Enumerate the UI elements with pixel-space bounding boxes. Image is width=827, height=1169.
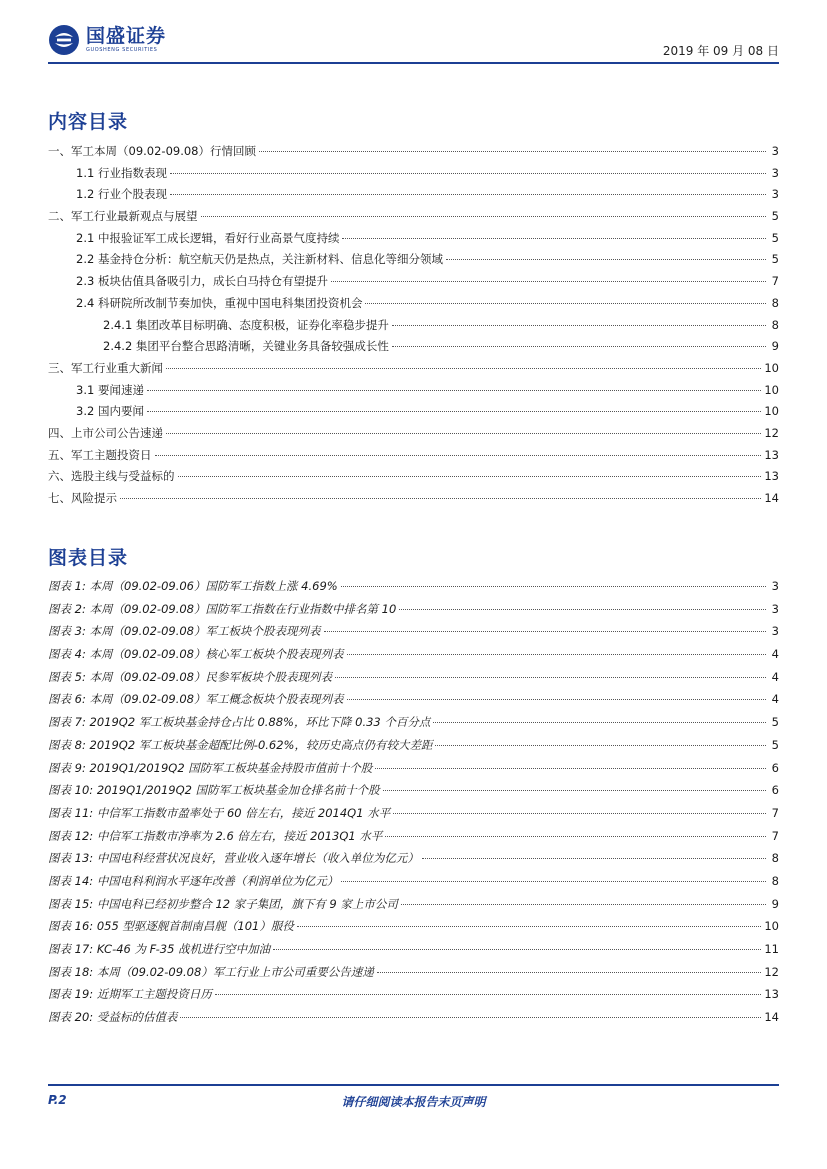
- toc-entry[interactable]: [48, 186, 779, 208]
- toc-entry-text: 2.1 中报验证军工成长逻辑，看好行业高景气度持续: [76, 230, 340, 245]
- figure-entry-page: 7: [771, 805, 779, 820]
- dot-leader: [331, 281, 766, 282]
- figure-entry-page: 4: [771, 692, 779, 707]
- figure-entry-page: 7: [771, 828, 779, 843]
- figure-entry-page: 14: [764, 1010, 779, 1025]
- toc-entry[interactable]: [48, 273, 779, 295]
- dot-leader: [399, 609, 766, 610]
- dot-leader: [170, 194, 766, 195]
- figure-entry-page: 4: [771, 647, 779, 662]
- figure-entry-page: 11: [764, 942, 779, 956]
- toc-entry-page: 14: [764, 491, 779, 505]
- figure-list: [48, 578, 779, 1032]
- figure-entry-page: 10: [764, 919, 779, 934]
- toc-entry-text: 3.2 国内要闻: [76, 404, 144, 419]
- dot-leader: [297, 926, 761, 927]
- figure-entry-text: 图表 4: 本周（09.02-09.08）核心军工板块个股表现列表: [48, 647, 344, 662]
- header-divider: [48, 62, 779, 64]
- toc-entry-text: 七、风险提示: [48, 491, 117, 505]
- figure-entry[interactable]: [48, 737, 779, 760]
- figure-entry-text: 图表 8: 2019Q2 军工板块基金超配比例-0.62%，较历史高点仍有较大差距: [48, 737, 433, 752]
- toc-entry-page: 13: [764, 447, 779, 462]
- dot-leader: [341, 881, 766, 882]
- toc-entry-text: 五、军工主题投资日: [48, 447, 152, 462]
- figure-entry[interactable]: [48, 941, 779, 964]
- dot-leader: [383, 790, 766, 791]
- toc-entry-page: 3: [771, 165, 779, 180]
- disclaimer-note: 请仔细阅读本报告末页声明: [341, 1095, 486, 1109]
- toc-entry-page: 5: [771, 230, 779, 245]
- dot-leader: [347, 654, 767, 655]
- page-number: P.2: [48, 1093, 67, 1107]
- figure-entry-page: 13: [764, 987, 779, 1002]
- figure-entry[interactable]: [48, 828, 779, 851]
- toc-entry-page: 13: [764, 469, 779, 484]
- dot-leader: [180, 1017, 761, 1018]
- figure-entry-text: 图表 19: 近期军工主题投资日历: [48, 987, 212, 1002]
- dot-leader: [446, 259, 766, 260]
- figure-entry[interactable]: [48, 601, 779, 624]
- toc-entry-page: 10: [764, 360, 779, 375]
- dot-leader: [347, 699, 767, 700]
- figure-entry-text: 图表 9: 2019Q1/2019Q2 国防军工板块基金持股市值前十个股: [48, 760, 373, 775]
- figure-entry-text: 图表 10: 2019Q1/2019Q2 国防军工板块基金加仓排名前十个股: [48, 783, 380, 798]
- toc-entry[interactable]: [48, 382, 779, 404]
- page-header: [48, 22, 779, 62]
- figure-entry-text: 图表 11: 中信军工指数市盈率处于 60 倍左右，接近 2014Q1 水平: [48, 805, 391, 820]
- figure-entry-text: 图表 12: 中信军工指数市净率为 2.6 倍左右，接近 2013Q1 水平: [48, 828, 383, 843]
- figure-entry[interactable]: [48, 986, 779, 1009]
- figure-entry[interactable]: [48, 805, 779, 828]
- figure-entry-text: 图表 16: 055 型驱逐舰首制南昌舰（101）服役: [48, 919, 294, 934]
- figure-entry[interactable]: [48, 918, 779, 941]
- toc-entry-text: 一、军工本周（09.02-09.08）行情回顾: [48, 144, 256, 158]
- dot-leader: [178, 476, 762, 477]
- figure-entry-text: 图表 17: KC-46 为 F-35 战机进行空中加油: [48, 942, 271, 956]
- figure-entry-page: 3: [771, 601, 779, 616]
- toc-entry[interactable]: [48, 403, 779, 425]
- toc-entry-page: 8: [771, 317, 779, 332]
- dot-leader: [392, 346, 766, 347]
- figure-entry-page: 8: [771, 873, 779, 888]
- dot-leader: [392, 325, 766, 326]
- figure-entry-page: 8: [771, 851, 779, 866]
- dot-leader: [201, 216, 767, 217]
- toc-entry[interactable]: [48, 208, 779, 230]
- figure-entry-text: 图表 3: 本周（09.02-09.08）军工板块个股表现列表: [48, 624, 321, 639]
- toc-entry[interactable]: [48, 230, 779, 252]
- figure-entry-page: 4: [771, 669, 779, 684]
- toc-entry-page: 12: [764, 425, 779, 440]
- toc-entry-text: 六、选股主线与受益标的: [48, 469, 175, 484]
- logo-mark-icon: [48, 24, 80, 56]
- dot-leader: [401, 904, 766, 905]
- figure-entry-text: 图表 6: 本周（09.02-09.08）军工概念板块个股表现列表: [48, 692, 344, 707]
- dot-leader: [120, 498, 761, 499]
- logo-name-en: GUOSHENG SECURITIES: [86, 47, 158, 53]
- toc-entry-page: 9: [771, 339, 779, 354]
- toc-entry-page: 5: [771, 252, 779, 267]
- figure-entry[interactable]: [48, 850, 779, 873]
- figure-entry-text: 图表 1: 本周（09.02-09.06）国防军工指数上涨 4.69%: [48, 579, 338, 593]
- figure-entry-page: 3: [771, 624, 779, 639]
- dot-leader: [435, 745, 766, 746]
- toc-entry-text: 2.2 基金持仓分析：航空航天仍是热点，关注新材料、信息化等细分领域: [76, 252, 443, 267]
- figure-entry[interactable]: [48, 646, 779, 669]
- figure-entry[interactable]: [48, 578, 779, 601]
- figure-entry[interactable]: [48, 714, 779, 737]
- dot-leader: [422, 858, 766, 859]
- toc-entry[interactable]: [48, 468, 779, 490]
- figure-list-title: 图表目录: [48, 547, 129, 569]
- toc-entry-page: 7: [771, 274, 779, 289]
- dot-leader: [335, 677, 766, 678]
- toc-title: 内容目录: [48, 111, 129, 133]
- toc-entry-text: 三、军工行业重大新闻: [48, 360, 163, 375]
- dot-leader: [377, 972, 762, 973]
- figure-entry[interactable]: [48, 760, 779, 783]
- toc-entry-page: 10: [764, 404, 779, 419]
- table-of-contents: [48, 143, 779, 512]
- toc-entry[interactable]: [48, 143, 779, 165]
- figure-entry-page: 6: [771, 783, 779, 798]
- figure-entry-text: 图表 20: 受益标的估值表: [48, 1010, 178, 1025]
- logo-name-cn: 国盛证券: [86, 25, 167, 47]
- figure-entry-text: 图表 7: 2019Q2 军工板块基金持仓占比 0.88%，环比下降 0.33 个百分点: [48, 715, 431, 730]
- toc-entry-text: 2.3 板块估值具备吸引力，成长白马持仓有望提升: [76, 274, 328, 289]
- figure-entry-text: 图表 5: 本周（09.02-09.08）民参军板块个股表现列表: [48, 669, 332, 684]
- dot-leader: [393, 813, 766, 814]
- toc-entry-page: 8: [771, 295, 779, 310]
- toc-entry-page: 3: [771, 144, 779, 158]
- toc-entry-text: 二、军工行业最新观点与展望: [48, 209, 198, 224]
- dot-leader: [155, 455, 762, 456]
- dot-leader: [324, 631, 767, 632]
- toc-entry[interactable]: [48, 490, 779, 512]
- toc-entry[interactable]: [48, 295, 779, 317]
- toc-entry[interactable]: [48, 360, 779, 382]
- figure-entry[interactable]: [48, 873, 779, 896]
- dot-leader: [259, 151, 766, 152]
- toc-entry[interactable]: [48, 338, 779, 360]
- toc-entry-text: 3.1 要闻速递: [76, 382, 144, 397]
- dot-leader: [170, 173, 766, 174]
- figure-entry-page: 6: [771, 760, 779, 775]
- toc-entry[interactable]: [48, 317, 779, 339]
- toc-entry-text: 2.4 科研院所改制节奏加快，重视中国电科集团投资机会: [76, 295, 363, 310]
- toc-entry[interactable]: [48, 251, 779, 273]
- toc-entry-text: 2.4.1 集团改革目标明确、态度积极，证券化率稳步提升: [103, 317, 389, 332]
- figure-entry[interactable]: [48, 669, 779, 692]
- figure-entry-page: 9: [771, 896, 779, 911]
- dot-leader: [166, 433, 761, 434]
- dot-leader: [215, 994, 762, 995]
- figure-entry[interactable]: [48, 623, 779, 646]
- figure-entry-text: 图表 18: 本周（09.02-09.08）军工行业上市公司重要公告速递: [48, 964, 374, 979]
- figure-entry-page: 12: [764, 964, 779, 979]
- dot-leader: [365, 303, 766, 304]
- figure-entry-text: 图表 15: 中国电科已经初步整合 12 家子集团，旗下有 9 家上市公司: [48, 896, 398, 911]
- figure-entry[interactable]: [48, 1009, 779, 1032]
- dot-leader: [341, 586, 766, 587]
- toc-entry[interactable]: [48, 425, 779, 447]
- dot-leader: [342, 238, 766, 239]
- figure-entry-text: 图表 14: 中国电科利润水平逐年改善（利润单位为亿元）: [48, 873, 339, 888]
- dot-leader: [273, 949, 761, 950]
- figure-entry-page: 5: [771, 715, 779, 730]
- dot-leader: [375, 768, 766, 769]
- report-date: 2019 年 09 月 08 日: [662, 44, 779, 58]
- figure-entry-page: 5: [771, 737, 779, 752]
- figure-entry-text: 图表 13: 中国电科经营状况良好，营业收入逐年增长（收入单位为亿元）: [48, 851, 419, 866]
- toc-entry-page: 10: [764, 382, 779, 397]
- figure-entry[interactable]: [48, 896, 779, 919]
- dot-leader: [433, 722, 766, 723]
- company-logo: [48, 24, 166, 56]
- toc-entry-text: 2.4.2 集团平台整合思路清晰，关键业务具备较强成长性: [103, 339, 389, 354]
- toc-entry-page: 5: [771, 209, 779, 224]
- dot-leader: [166, 368, 761, 369]
- toc-entry-page: 3: [771, 187, 779, 202]
- toc-entry-text: 四、上市公司公告速递: [48, 425, 163, 440]
- dot-leader: [147, 390, 761, 391]
- footer-divider: [48, 1084, 779, 1086]
- toc-entry-text: 1.2 行业个股表现: [76, 187, 167, 202]
- figure-entry-page: 3: [771, 579, 779, 593]
- toc-entry-text: 1.1 行业指数表现: [76, 165, 167, 180]
- toc-entry[interactable]: [48, 447, 779, 469]
- figure-entry-text: 图表 2: 本周（09.02-09.08）国防军工指数在行业指数中排名第 10: [48, 601, 397, 616]
- dot-leader: [385, 836, 766, 837]
- dot-leader: [147, 411, 761, 412]
- figure-entry[interactable]: [48, 691, 779, 714]
- figure-entry[interactable]: [48, 964, 779, 987]
- toc-entry[interactable]: [48, 165, 779, 187]
- figure-entry[interactable]: [48, 782, 779, 805]
